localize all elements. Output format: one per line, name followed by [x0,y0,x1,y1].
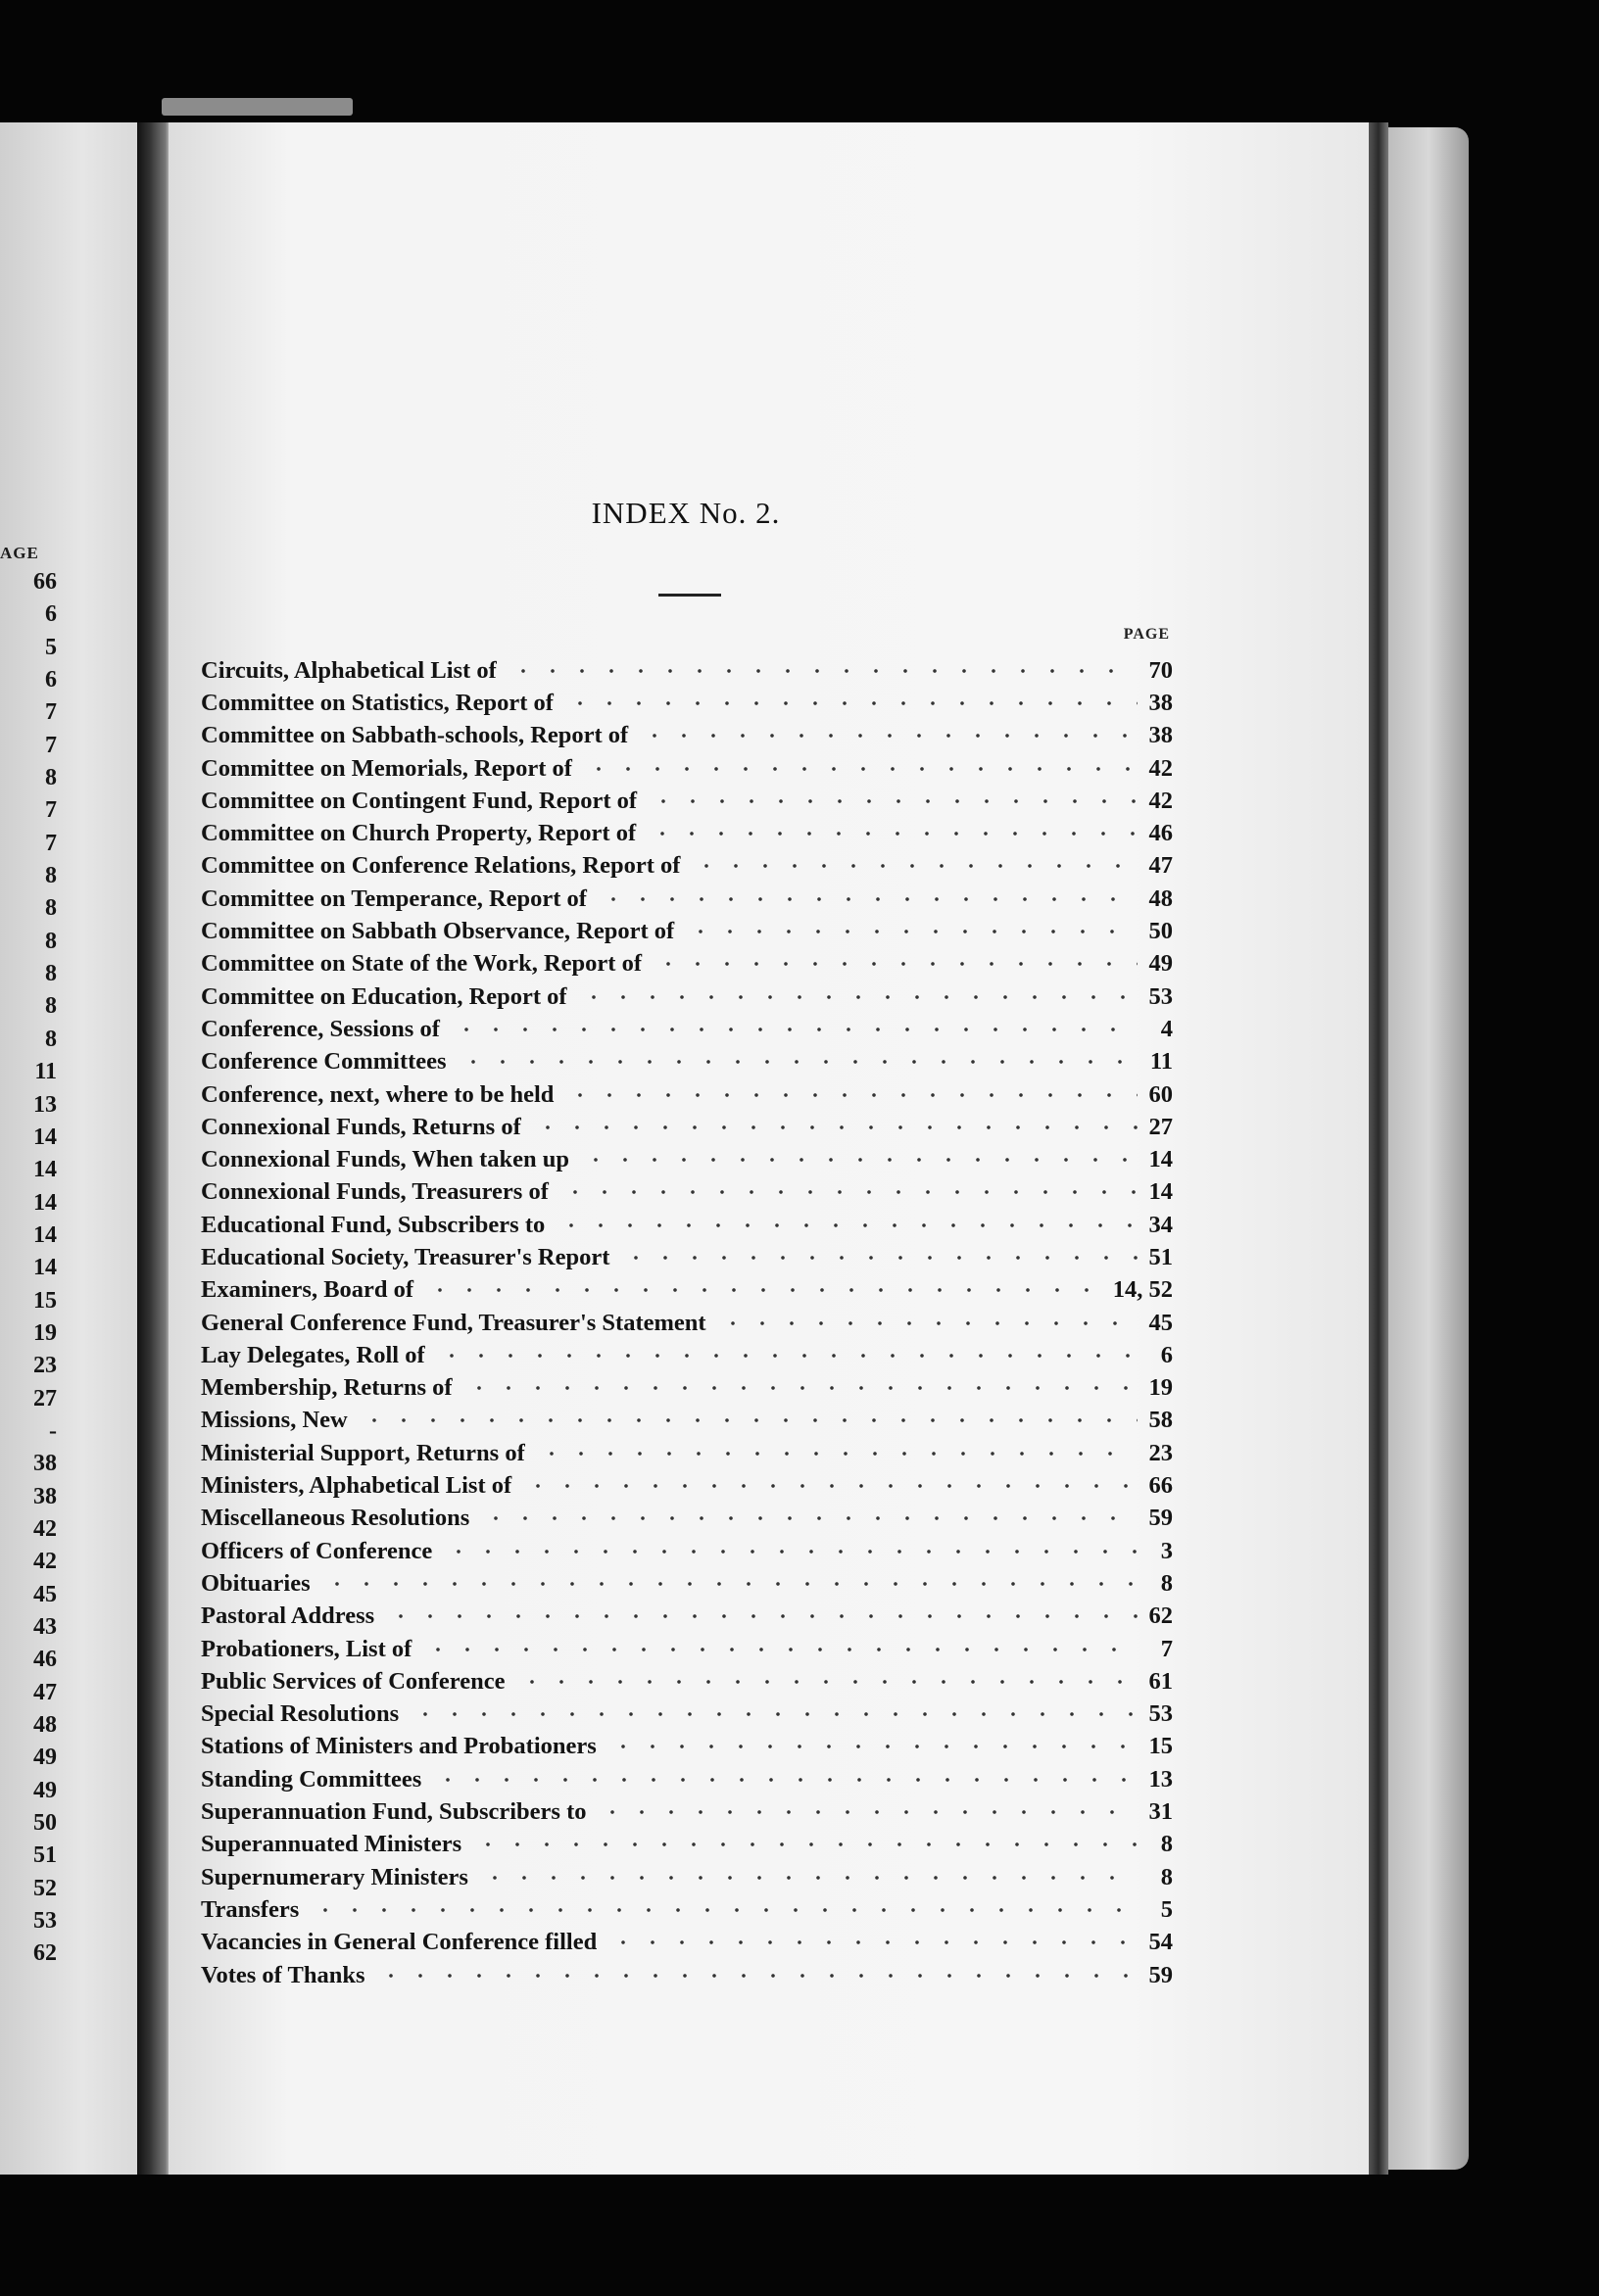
index-entry [201,1339,1173,1371]
dot-leader [621,1256,1138,1260]
dot-leader [360,1418,1138,1422]
index-entry-title: Ministers, Alphabetical List of [201,1472,512,1500]
previous-page-number: 8 [45,765,57,791]
index-entry-title: Vacancies in General Conference filled [201,1929,598,1956]
dot-leader [565,1093,1138,1097]
index-entry-title: Committee on Sabbath-schools, Report of [201,722,629,749]
index-entry [201,1927,1173,1959]
index-entry-title: Obituaries [201,1569,311,1597]
previous-page-number: 7 [45,732,57,758]
index-entry [201,785,1173,817]
index-entry-page: 13 [1148,1765,1173,1793]
title-divider [658,594,721,597]
index-entry [201,1763,1173,1795]
index-entry [201,1013,1173,1045]
page-edge-shadow [1369,122,1388,2175]
dot-leader [718,1321,1138,1325]
index-entry-title: Committee on State of the Work, Report of [201,950,642,978]
previous-page-number: 14 [33,1221,57,1248]
dot-leader [579,995,1138,999]
index-entry-page: 3 [1160,1537,1173,1564]
page-title: INDEX No. 2. [591,496,781,530]
index-entry-page: 59 [1148,1505,1173,1532]
dot-leader [692,864,1138,868]
previous-page-number: 52 [33,1875,57,1901]
index-entry-page: 38 [1148,722,1173,749]
previous-page-number: 53 [33,1908,57,1935]
index-entry [201,1665,1173,1698]
previous-page-number: 14 [33,1189,57,1216]
index-entry-page: 61 [1148,1667,1173,1695]
previous-page-number: 6 [45,601,57,628]
index-entry [201,1241,1173,1273]
previous-page-number: 8 [45,928,57,954]
previous-page-number: 15 [33,1287,57,1314]
index-entry [201,948,1173,981]
index-entry-title: Conference, Sessions of [201,1015,440,1042]
index-entry-title: Committee on Church Property, Report of [201,820,637,847]
index-entry-page: 5 [1160,1895,1173,1923]
dot-leader [598,1810,1138,1814]
previous-page-number: 14 [33,1124,57,1150]
dot-leader [537,1452,1138,1456]
previous-page-number: 14 [33,1255,57,1281]
index-entry [201,1143,1173,1175]
index-entry-page: 60 [1148,1080,1173,1108]
index-entry-title: Stations of Ministers and Probationers [201,1733,597,1760]
previous-page-number: 13 [33,1091,57,1118]
index-entry-page: 50 [1148,918,1173,945]
index-list [201,654,1173,1991]
index-entry-title: Conference, next, where to be held [201,1080,555,1108]
index-entry-page: 53 [1148,982,1173,1010]
previous-page-number: 8 [45,993,57,1020]
index-entry-page: 46 [1148,820,1173,847]
index-entry-page: 8 [1160,1831,1173,1858]
index-entry [201,883,1173,915]
dot-leader [557,1223,1138,1227]
previous-page-numbers [0,566,57,1971]
dot-leader [654,962,1138,966]
index-entry [201,1469,1173,1502]
dot-leader [437,1354,1138,1358]
previous-page-number: 49 [33,1777,57,1803]
dot-leader [560,1190,1138,1194]
index-entry [201,1633,1173,1665]
index-entry-title: Committee on Temperance, Report of [201,885,587,912]
index-entry-title: Committee on Statistics, Report of [201,689,554,716]
index-entry-title: Pastoral Address [201,1602,375,1630]
previous-page-number: 11 [34,1059,57,1085]
index-entry-page: 8 [1160,1863,1173,1890]
index-entry-page: 47 [1148,852,1173,880]
index-entry [201,1046,1173,1078]
previous-page-number: 8 [45,1026,57,1052]
dot-leader [608,1745,1138,1748]
dot-leader [523,1484,1138,1488]
dot-leader [517,1680,1139,1684]
index-entry [201,850,1173,883]
dot-leader [452,1028,1138,1031]
index-entry-page: 54 [1148,1929,1173,1956]
dot-leader [581,1158,1138,1162]
index-entry [201,817,1173,849]
index-entry-title: Committee on Education, Report of [201,982,567,1010]
previous-page-number: 42 [33,1549,57,1575]
index-entry-title: Educational Fund, Subscribers to [201,1211,546,1238]
previous-page-number: 45 [33,1581,57,1607]
index-entry [201,752,1173,785]
index-entry-title: Lay Delegates, Roll of [201,1341,425,1368]
index-entry-page: 14 [1148,1178,1173,1206]
previous-page-number: 7 [45,699,57,726]
index-entry-title: Supernumerary Ministers [201,1863,468,1890]
page-column-header: PAGE [1123,626,1170,643]
previous-page-number: 8 [45,895,57,922]
index-entry [201,915,1173,947]
previous-page-number: 66 [33,569,57,595]
previous-page-number: 8 [45,961,57,987]
dot-leader [686,930,1138,933]
dot-leader [423,1648,1138,1651]
dot-leader [473,1842,1138,1846]
index-entry-title: Missions, New [201,1407,348,1434]
index-entry-page: 34 [1148,1211,1173,1238]
previous-page-number: 46 [33,1647,57,1673]
index-entry-page: 45 [1148,1309,1173,1336]
index-entry-title: Educational Society, Treasurer's Report [201,1243,610,1270]
index-entry-page: 51 [1148,1243,1173,1270]
previous-page-number: 7 [45,830,57,856]
index-entry-title: Circuits, Alphabetical List of [201,656,497,684]
index-entry-page: 62 [1148,1602,1173,1630]
previous-page-number: 50 [33,1810,57,1837]
index-entry [201,1535,1173,1567]
index-entry-title: Miscellaneous Resolutions [201,1505,470,1532]
index-entry [201,1503,1173,1535]
dot-leader [640,734,1138,738]
index-entry [201,1893,1173,1926]
previous-page-number: - [49,1417,57,1444]
previous-page-number: 42 [33,1515,57,1542]
index-entry-title: Conference Committees [201,1048,447,1076]
index-entry-page: 6 [1160,1341,1173,1368]
index-entry-page: 66 [1148,1472,1173,1500]
previous-page-number: 48 [33,1712,57,1739]
dot-leader [648,832,1138,836]
index-entry-page: 59 [1148,1961,1173,1988]
index-entry-page: 38 [1148,689,1173,716]
dot-leader [565,701,1138,705]
index-entry [201,1829,1173,1861]
index-entry-title: Connexional Funds, Treasurers of [201,1178,549,1206]
index-entry-page: 19 [1148,1374,1173,1402]
dot-leader [599,897,1138,901]
previous-page-number: 14 [33,1157,57,1183]
index-entry-page: 14 [1148,1146,1173,1173]
previous-page-number: 38 [33,1451,57,1477]
dot-leader [608,1940,1138,1944]
index-entry-page: 58 [1148,1407,1173,1434]
previous-page-column-header: AGE [0,544,39,562]
dot-leader [411,1712,1138,1716]
index-entry-title: Committee on Sabbath Observance, Report of [201,918,675,945]
index-entry [201,1731,1173,1763]
index-entry [201,1601,1173,1633]
dot-leader [459,1060,1138,1064]
index-entry [201,654,1173,687]
previous-page-number: 8 [45,863,57,889]
previous-page-number: 6 [45,667,57,694]
previous-page-number: 23 [33,1353,57,1379]
index-entry [201,1405,1173,1437]
index-entry [201,1111,1173,1143]
index-entry [201,1795,1173,1828]
index-entry-title: Connexional Funds, Returns of [201,1113,521,1140]
previous-page-number: 5 [45,634,57,660]
index-entry-title: Committee on Contingent Fund, Report of [201,787,638,814]
dot-leader [533,1125,1138,1129]
index-entry [201,720,1173,752]
dot-leader [322,1582,1138,1586]
index-entry-page: 15 [1148,1733,1173,1760]
index-entry-page: 14, 52 [1112,1276,1173,1304]
index-entry [201,1698,1173,1731]
dot-leader [433,1778,1138,1782]
index-entry-page: 49 [1148,950,1173,978]
previous-page-number: 62 [33,1940,57,1967]
index-entry-title: Connexional Funds, When taken up [201,1146,570,1173]
index-entry [201,1176,1173,1209]
index-entry-page: 8 [1160,1569,1173,1597]
dot-leader [311,1908,1138,1912]
index-entry-title: Ministerial Support, Returns of [201,1439,525,1466]
index-entry [201,1959,1173,1991]
index-entry-title: Superannuated Ministers [201,1831,462,1858]
previous-page-number: 49 [33,1745,57,1771]
previous-page-number: 7 [45,797,57,824]
index-entry [201,1307,1173,1339]
index-entry [201,687,1173,719]
dot-leader [584,767,1138,771]
index-entry [201,1437,1173,1469]
index-entry-page: 42 [1148,787,1173,814]
index-entry-title: Standing Committees [201,1765,422,1793]
dot-leader [376,1974,1138,1978]
previous-page-number: 19 [33,1319,57,1346]
index-entry [201,1372,1173,1405]
previous-page-number: 51 [33,1842,57,1869]
index-entry-title: General Conference Fund, Treasurer's Statement [201,1309,706,1336]
index-entry-title: Transfers [201,1895,300,1923]
index-entry-title: Special Resolutions [201,1700,400,1728]
dot-leader [480,1876,1138,1880]
index-entry-title: Officers of Conference [201,1537,433,1564]
index-entry-page: 70 [1148,656,1173,684]
previous-page-number: 43 [33,1614,57,1640]
dot-leader [509,669,1138,673]
dot-leader [464,1386,1138,1390]
index-entry-title: Committee on Memorials, Report of [201,754,572,782]
dot-leader [386,1614,1138,1618]
page-tab [162,98,353,116]
index-entry [201,1209,1173,1241]
previous-page-number: 27 [33,1385,57,1411]
previous-page-number: 47 [33,1679,57,1705]
index-entry-page: 48 [1148,885,1173,912]
index-entry-page: 27 [1148,1113,1173,1140]
index-entry-title: Examiners, Board of [201,1276,414,1304]
index-entry-page: 7 [1160,1635,1173,1662]
previous-page-number: 38 [33,1483,57,1509]
index-entry-page: 23 [1148,1439,1173,1466]
dot-leader [481,1516,1138,1520]
index-entry-title: Probationers, List of [201,1635,412,1662]
dot-leader [444,1550,1138,1554]
index-entry-title: Membership, Returns of [201,1374,453,1402]
dot-leader [425,1288,1105,1292]
index-entry-page: 4 [1160,1015,1173,1042]
index-entry [201,1861,1173,1893]
index-entry-page: 11 [1149,1048,1173,1076]
book-gutter [137,122,169,2175]
index-entry-title: Committee on Conference Relations, Report of [201,852,681,880]
index-entry-title: Superannuation Fund, Subscribers to [201,1798,587,1826]
book-cover-edge [1388,127,1469,2170]
index-entry [201,1567,1173,1600]
dot-leader [649,799,1138,803]
index-entry-page: 42 [1148,754,1173,782]
index-entry-page: 31 [1148,1798,1173,1826]
index-entry [201,1078,1173,1111]
index-entry [201,1274,1173,1307]
index-entry-page: 53 [1148,1700,1173,1728]
index-entry [201,981,1173,1013]
index-entry-title: Votes of Thanks [201,1961,365,1988]
index-entry-title: Public Services of Conference [201,1667,506,1695]
